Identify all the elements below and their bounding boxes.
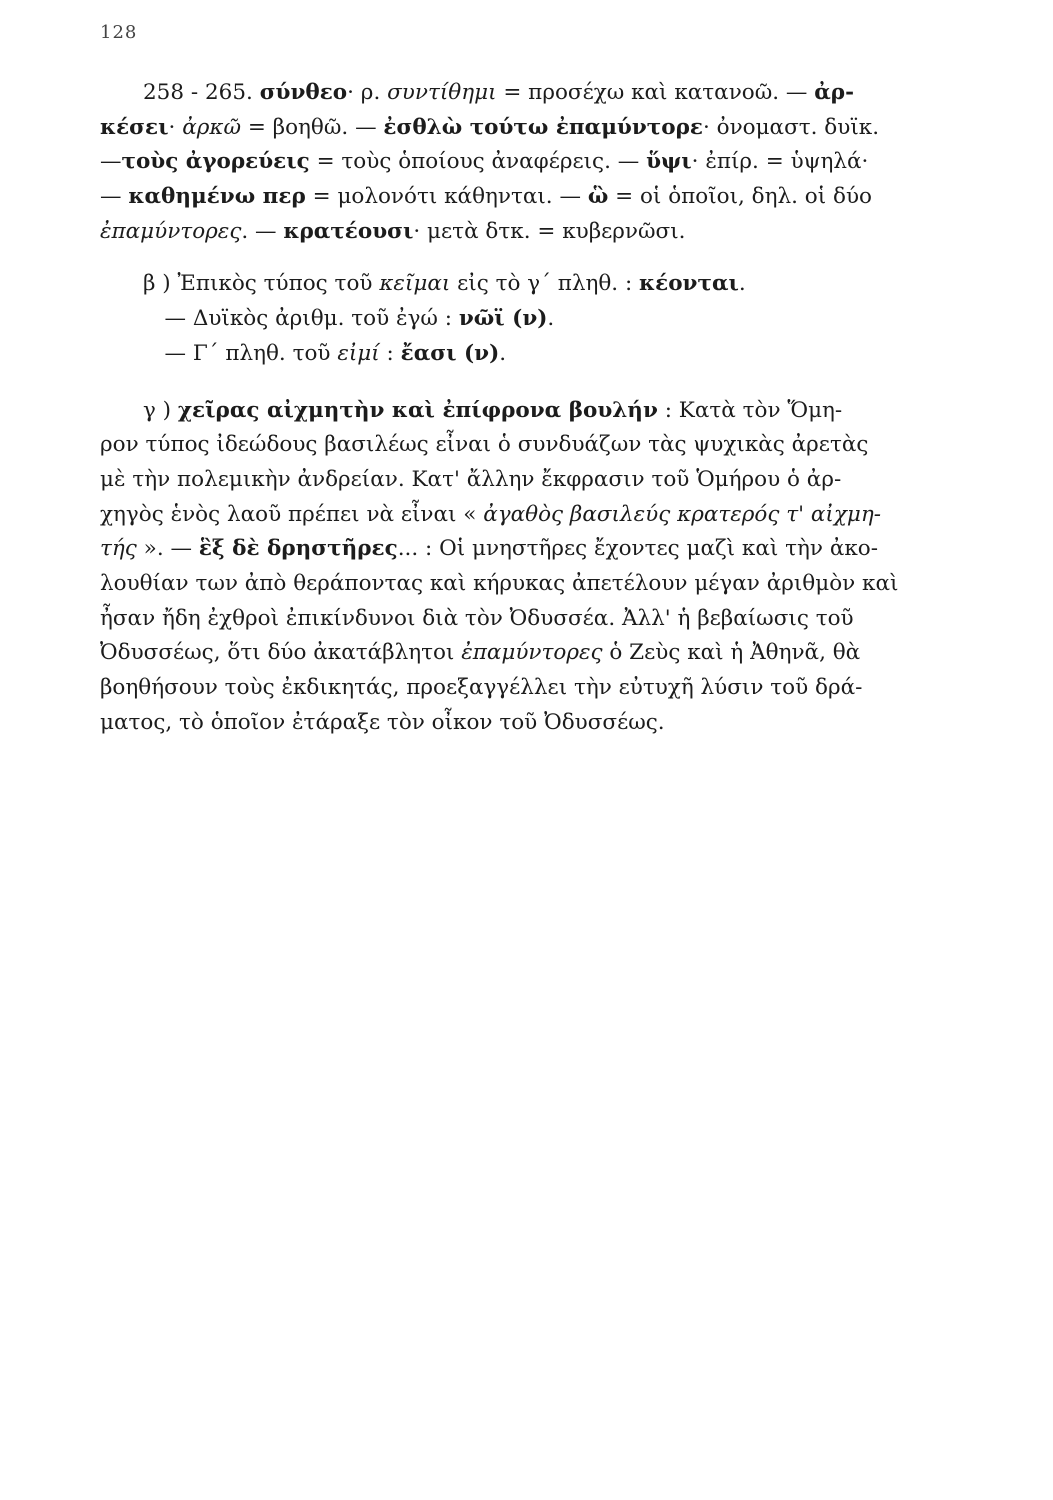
text-line xyxy=(100,567,962,602)
text-run: . xyxy=(738,271,746,297)
text-line xyxy=(100,267,962,302)
lemma-bold: ἓξ δὲ δρηστῆρες xyxy=(198,536,398,562)
text-run: · ρ. xyxy=(347,80,388,105)
text-line xyxy=(100,671,962,706)
text-run: 258 - 265. xyxy=(100,80,260,105)
text-line xyxy=(100,302,962,337)
text-line xyxy=(100,76,962,111)
text-line xyxy=(100,706,962,741)
text-run: βοηθήσουν τοὺς ἐκδικητάς, προεξαγγέλλει τὴν εὐτυχῆ λύσιν τοῦ δρά- xyxy=(100,675,863,700)
text-run: = προσέχω καὶ κατανοῶ. — xyxy=(496,80,815,105)
text-run: — Δυϊκὸς ἀριθμ. τοῦ ἐγώ : xyxy=(100,306,459,332)
lemma-bold: κρατέουσι xyxy=(283,218,414,244)
text-run: . — xyxy=(241,218,284,244)
text-run: — xyxy=(100,149,122,175)
term-italic: ἐπαμύντορες xyxy=(100,218,242,244)
text-run: γ ) xyxy=(100,397,178,423)
text-run: ἦσαν ἤδη ἐχθροὶ ἐπικίνδυνοι διὰ τὸν Ὀδυσσέα. Ἀλλ' ἡ βεβαίωσις τοῦ xyxy=(100,605,854,631)
text-run: ». — xyxy=(136,536,199,562)
text-line xyxy=(100,111,962,146)
term-italic: συντίθημι xyxy=(387,80,497,105)
text-line xyxy=(100,463,962,498)
text-run: εἰς τὸ γ΄ πληθ. : xyxy=(450,271,640,297)
text-run: ὁ Ζεὺς καὶ ἡ Ἀθηνᾶ, θὰ xyxy=(602,640,861,666)
text-line xyxy=(100,215,962,250)
text-run: = τοὺς ὁποίους ἀναφέρεις. — xyxy=(309,149,647,175)
text-line xyxy=(100,337,962,372)
text-run: · xyxy=(168,114,183,140)
text-line xyxy=(100,498,962,533)
page-number: 128 xyxy=(100,22,138,43)
paragraph-beta xyxy=(100,267,962,371)
lemma-bold: νῶϊ (ν) xyxy=(458,306,548,332)
text-run: : Κατὰ τὸν Ὅμη- xyxy=(657,397,843,423)
paragraph-gap xyxy=(100,249,962,267)
term-italic: ἀγαθὸς βασιλεύς κρατερός τ' αἰχμη- xyxy=(483,501,881,527)
lemma-bold: κέονται xyxy=(639,271,739,297)
text-run: · μετὰ δτκ. = κυβερνῶσι. xyxy=(413,218,686,244)
text-run: ματος, τὸ ὁποῖον ἐτάραξε τὸν οἶκον τοῦ Ὀδυσσέως. xyxy=(100,709,665,735)
lemma-bold: κέσει xyxy=(100,114,169,140)
text-line xyxy=(100,394,962,429)
text-line xyxy=(100,532,962,567)
commentary-text xyxy=(100,76,962,740)
text-run: ... : Οἱ μνηστῆρες ἔχοντες μαζὶ καὶ τὴν ἀκο- xyxy=(397,536,878,562)
text-run: β ) Ἐπικὸς τύπος τοῦ xyxy=(100,271,380,297)
text-run: : xyxy=(379,340,401,366)
lemma-bold: καθημένω περ xyxy=(128,184,306,210)
text-run: λουθίαν των ἀπὸ θεράποντας καὶ κήρυκας ἀπετέλουν μέγαν ἀριθμὸν καὶ xyxy=(100,570,899,596)
lemma-bold: ἐσθλὼ τούτω ἐπαμύντορε xyxy=(383,114,703,140)
term-italic: κεῖμαι xyxy=(379,271,451,297)
text-run: = οἱ ὁποῖοι, δηλ. οἱ δύο xyxy=(608,184,872,210)
text-line xyxy=(100,180,962,215)
term-italic: ἐπαμύντορες xyxy=(461,640,603,666)
lemma-bold: τοὺς ἀγορεύεις xyxy=(121,149,310,175)
text-run: = βοηθῶ. — xyxy=(240,114,384,140)
text-run: ρον τύπος ἰδεώδους βασιλέως εἶναι ὁ συνδυάζων τὰς ψυχικὰς ἀρετὰς xyxy=(100,432,869,458)
text-line xyxy=(100,428,962,463)
text-run: χηγὸς ἑνὸς λαοῦ πρέπει νὰ εἶναι « xyxy=(100,501,484,527)
lemma-bold: σύνθεο xyxy=(259,80,348,105)
text-run: Ὀδυσσέως, ὅτι δύο ἀκατάβλητοι xyxy=(100,640,462,666)
text-line xyxy=(100,145,962,180)
text-run: — Γ΄ πληθ. τοῦ xyxy=(100,340,338,366)
text-run: · ἐπίρ. = ὑψηλά· xyxy=(691,149,869,175)
lemma-bold: ἀρ- xyxy=(814,80,855,105)
text-run: · ὀνομαστ. δυϊκ. xyxy=(702,114,880,140)
lemma-bold: ὣ xyxy=(587,184,609,210)
text-line xyxy=(100,636,962,671)
text-line xyxy=(100,602,962,637)
text-run: μὲ τὴν πολεμικὴν ἀνδρείαν. Κατ' ἄλλην ἔκφρασιν τοῦ Ὁμήρου ὁ ἀρ- xyxy=(100,466,842,492)
text-run: . xyxy=(499,340,507,366)
lemma-bold: χεῖρας αἰχμητὴν καὶ ἐπίφρονα βουλήν xyxy=(177,397,658,423)
lemma-bold: ὕψι xyxy=(646,149,692,175)
paragraph-gamma xyxy=(100,394,962,741)
paragraph-notes xyxy=(100,76,962,249)
text-run: — xyxy=(100,184,129,210)
text-run: . xyxy=(547,306,555,332)
term-italic: εἰμί xyxy=(337,340,380,366)
term-italic: τής xyxy=(100,536,137,562)
term-italic: ἀρκῶ xyxy=(182,114,241,140)
paragraph-gap xyxy=(100,372,962,394)
lemma-bold: ἔασι (ν) xyxy=(400,340,500,366)
text-run: = μολονότι κάθηνται. — xyxy=(305,184,588,210)
